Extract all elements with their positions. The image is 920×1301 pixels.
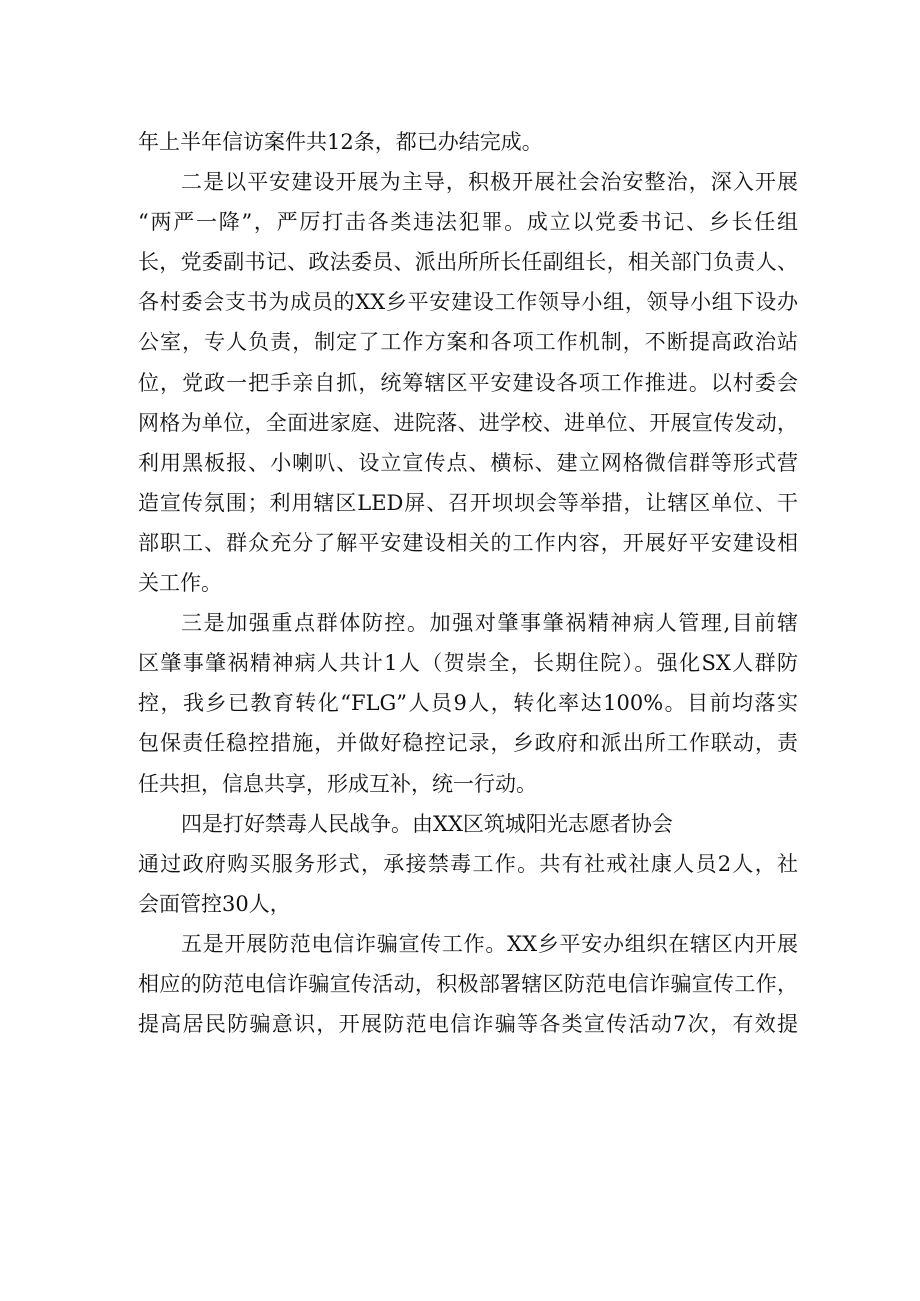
text-line: 部职工、群众充分了解平安建设相关的工作内容，开展好平安建设相: [138, 530, 798, 555]
text-line: 关工作。: [138, 571, 222, 596]
text-line: 三是加强重点群体防控。加强对肇事肇祸精神病人管理,目前辖: [181, 611, 798, 636]
body-text: [138, 122, 798, 1044]
text-line: “两严一降”，严厉打击各类违法犯罪。成立以党委书记、乡长任组: [138, 210, 798, 235]
text-line: 控，我乡已教育转化“FLG”人员9人，转化率达100%。目前均落实: [138, 691, 798, 716]
text-line: 网格为单位，全面进家庭、进院落、进学校、进单位、开展宣传发动，: [138, 410, 798, 435]
text-line: 造宣传氛围；利用辖区LED屏、召开坝坝会等举措，让辖区单位、干: [138, 490, 798, 515]
text-line: 长，党委副书记、政法委员、派出所所长任副组长，相关部门负责人、: [138, 250, 798, 275]
text-line: 相应的防范电信诈骗宣传活动，积极部署辖区防范电信诈骗宣传工作，: [138, 971, 798, 996]
text-line: 位，党政一把手亲自抓，统筹辖区平安建设各项工作推进。以村委会: [138, 370, 798, 395]
paragraph-pingan-jianshe: [138, 162, 798, 603]
text-line: 五是开展防范电信诈骗宣传工作。XX乡平安办组织在辖区内开展: [181, 931, 798, 956]
text-line: 任共担，信息共享，形成互补，统一行动。: [138, 771, 537, 796]
text-line: 提高居民防骗意识，开展防范电信诈骗等各类宣传活动7次，有效提: [138, 1012, 798, 1037]
text-line: 包保责任稳控措施，并做好稳控记录，乡政府和派出所工作联动，责: [138, 731, 798, 756]
paragraph-dianxin-zhapian: [138, 924, 798, 1044]
text-line: 二是以平安建设开展为主导，积极开展社会治安整治，深入开展: [181, 170, 798, 195]
paragraph-zhongdian-qunti: [138, 603, 798, 803]
paragraph-jindu: [138, 804, 798, 924]
text-line: 年上半年信访案件共12条，都已办结完成。: [138, 130, 543, 154]
text-line: 公室，专人负责，制定了工作方案和各项工作机制，不断提高政治站: [138, 330, 798, 355]
text-line: 各村委会支书为成员的XX乡平安建设工作领导小组，领导小组下设办: [138, 290, 798, 315]
text-line: 利用黑板报、小喇叭、设立宣传点、横标、建立网格微信群等形式营: [138, 450, 798, 475]
text-line: 区肇事肇祸精神病人共计1人（贺崇全，长期住院）。强化SX人群防: [138, 651, 798, 676]
text-line: 四是打好禁毒人民战争。由XX区筑城阳光志愿者协会: [181, 811, 673, 836]
text-line: 会面管控30人，: [138, 891, 291, 916]
text-line: 通过政府购买服务形式，承接禁毒工作。共有社戒社康人员2人，社: [138, 851, 798, 876]
paragraph-xinfang: [138, 122, 798, 162]
